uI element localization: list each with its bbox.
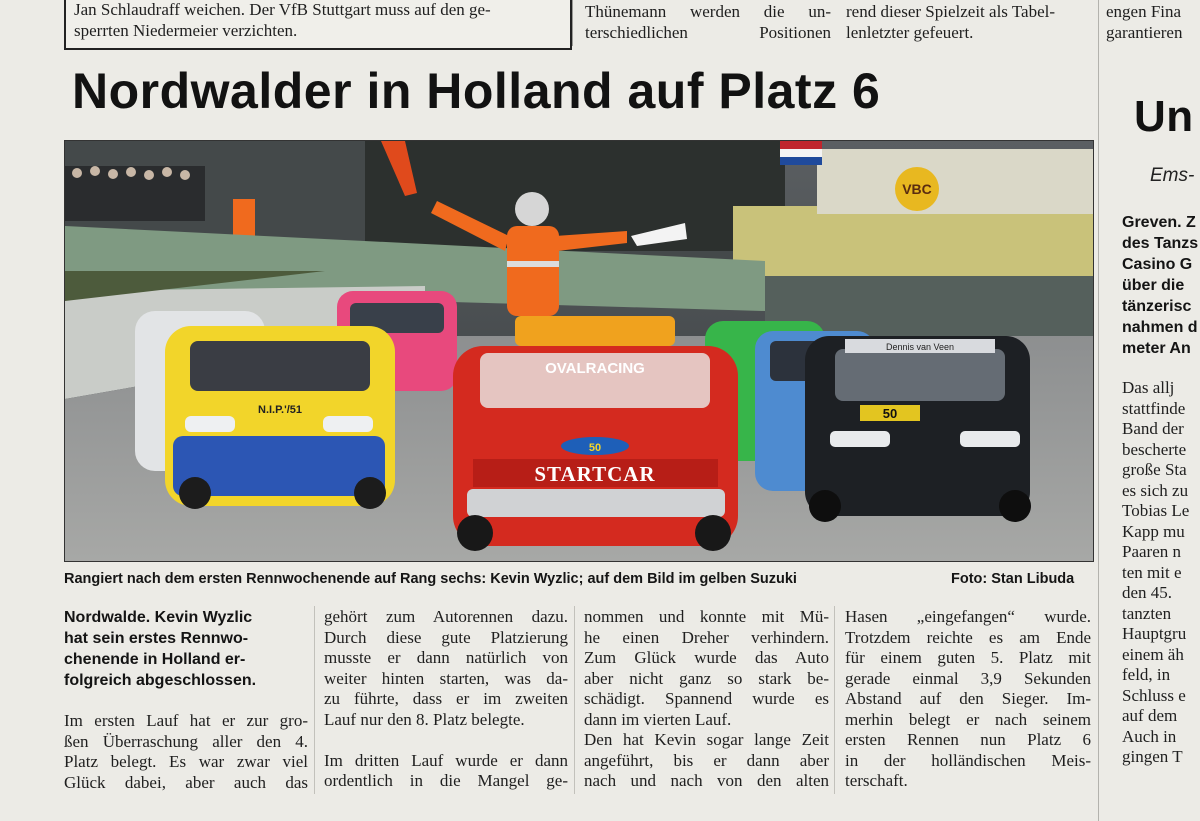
right-lead-line: nahmen d bbox=[1122, 319, 1198, 336]
body-line: ersten Rennen nun Platz 6 bbox=[845, 730, 1091, 749]
column-1-body bbox=[64, 711, 308, 793]
svg-text:50: 50 bbox=[882, 406, 898, 421]
body-line: nommen und konnte mit Mü- bbox=[584, 607, 829, 626]
body-line: Durch diese gute Platzierung bbox=[324, 627, 568, 647]
body-line: he einen Dreher verhindern. bbox=[584, 627, 829, 647]
lead-line: chenende in Holland er- bbox=[64, 651, 246, 668]
lead-line: Nordwalde. Kevin Wyzlic bbox=[64, 609, 253, 626]
body-line: in der holländischen Meis- bbox=[845, 750, 1091, 770]
race-photo-illustration bbox=[65, 141, 1093, 561]
previous-col2-line-1: Thünemann werden die un- bbox=[585, 2, 831, 21]
race-photo bbox=[64, 140, 1094, 562]
body-line: Im ersten Lauf hat er zur gro- bbox=[64, 711, 308, 730]
article-column-2 bbox=[324, 607, 568, 792]
previous-article-box bbox=[64, 0, 572, 50]
right-lead-line: des Tanzs bbox=[1122, 235, 1199, 252]
svg-text:STARTCAR: STARTCAR bbox=[534, 462, 656, 486]
photo-caption: Rangiert nach dem ersten Rennwochenende auf Rang sechs: Kevin Wyzlic; auf dem Bild im gelben Suzuki bbox=[64, 571, 797, 587]
vbc-sign bbox=[895, 167, 939, 211]
body-line: Trotzdem reichte es am Ende bbox=[845, 627, 1091, 647]
body-line: Den hat Kevin sogar lange Zeit bbox=[584, 730, 829, 749]
right-body-line: Tobias Le bbox=[1122, 501, 1190, 520]
body-line: terschaft. bbox=[845, 771, 908, 790]
svg-text:Dennis van Veen: Dennis van Veen bbox=[885, 342, 955, 352]
right-body-line: einem äh bbox=[1122, 644, 1184, 664]
right-body-line: gingen T bbox=[1122, 747, 1183, 766]
body-line: gehört zum Autorennen dazu. bbox=[324, 607, 568, 626]
right-lead-line: meter An bbox=[1122, 340, 1191, 357]
right-lead-line: Casino G bbox=[1122, 256, 1193, 273]
previous-column-3 bbox=[846, 2, 1092, 46]
right-body-line: ten mit e bbox=[1122, 562, 1182, 582]
article-headline: Nordwalder in Holland auf Platz 6 bbox=[72, 63, 881, 119]
svg-text:OVALRACING: OVALRACING bbox=[545, 360, 645, 377]
right-body-line: große Sta bbox=[1122, 460, 1187, 479]
body-line bbox=[324, 730, 568, 751]
article-column-1 bbox=[64, 607, 308, 793]
body-line: angeführt, bis er dann aber bbox=[584, 750, 829, 770]
right-body-line: es sich zu bbox=[1122, 480, 1189, 500]
lead-line: hat sein erstes Rennwo- bbox=[64, 630, 249, 647]
right-lead-line: tänzerisc bbox=[1122, 298, 1192, 315]
previous-box-line-1: Jan Schlaudraff weichen. Der VfB Stuttgart muss auf den ge- bbox=[74, 0, 491, 19]
right-body-line: stattfinde bbox=[1122, 398, 1186, 418]
body-line: zu führte, dass er im zweiten bbox=[324, 689, 568, 708]
right-body-line: bescherte bbox=[1122, 439, 1187, 459]
right-lead-line: über die bbox=[1122, 277, 1185, 294]
column-rule bbox=[572, 0, 573, 46]
body-line: Glück dabei, aber auch das bbox=[64, 772, 308, 792]
right-body-line: Kapp mu bbox=[1122, 521, 1185, 541]
right-article-body bbox=[1122, 378, 1200, 768]
right-body-line: feld, in bbox=[1122, 665, 1171, 684]
body-line: dann im vierten Lauf. bbox=[584, 709, 732, 729]
article-column-3 bbox=[584, 607, 829, 792]
body-line: Zum Glück wurde das Auto bbox=[584, 648, 829, 667]
right-article-lead bbox=[1122, 212, 1200, 359]
previous-column-2 bbox=[585, 2, 831, 46]
previous-col3-line-2: lenletzter gefeuert. bbox=[846, 22, 974, 42]
right-body-line: den 45. bbox=[1122, 583, 1173, 602]
previous-col4-line-2: garantieren bbox=[1106, 22, 1183, 42]
lead-line: folgreich abgeschlossen. bbox=[64, 672, 257, 689]
column-rule bbox=[314, 606, 315, 794]
body-line: für einem guten 5. Platz mit bbox=[845, 648, 1091, 667]
right-body-line: Auch in bbox=[1122, 726, 1177, 746]
body-line: musste er dann natürlich von bbox=[324, 648, 568, 667]
body-line: aber nicht ganz so stark be- bbox=[584, 668, 829, 688]
body-line: weiter hinten starten, was da- bbox=[324, 668, 568, 688]
right-article-subhead: Ems- bbox=[1150, 165, 1195, 186]
previous-box-line-2: sperrten Niedermeier verzichten. bbox=[74, 21, 298, 40]
yellow-suzuki bbox=[165, 326, 395, 509]
dutch-flag bbox=[780, 141, 822, 165]
right-body-line: Schluss e bbox=[1122, 685, 1186, 705]
previous-column-4 bbox=[1106, 2, 1200, 46]
previous-col3-line-1: rend dieser Spielzeit als Tabel- bbox=[846, 2, 1056, 21]
article-column-4 bbox=[845, 607, 1091, 792]
body-line: ßen Überraschung aller den 4. bbox=[64, 731, 308, 751]
body-line: merhin belegt er nach seinem bbox=[845, 709, 1091, 729]
svg-text:50: 50 bbox=[588, 442, 602, 454]
startcar bbox=[453, 316, 738, 551]
right-body-line: auf dem bbox=[1122, 706, 1178, 725]
body-line: schädigt. Spannend wurde es bbox=[584, 689, 829, 708]
body-line: Hasen „eingefangen“ wurde. bbox=[845, 607, 1091, 626]
right-lead-line: Greven. Z bbox=[1122, 214, 1196, 231]
body-line: nach und nach von den alten bbox=[584, 771, 829, 790]
right-article-headline: Un bbox=[1134, 92, 1194, 141]
right-body-line: Das allj bbox=[1122, 378, 1175, 397]
body-line: gerade einmal 3,9 Sekunden bbox=[845, 668, 1091, 688]
column-rule bbox=[574, 606, 575, 794]
photo-credit: Foto: Stan Libuda bbox=[951, 571, 1075, 587]
svg-text:VBC: VBC bbox=[902, 181, 932, 197]
article-lead bbox=[64, 607, 308, 691]
previous-col4-line-1: engen Fina bbox=[1106, 2, 1182, 21]
black-peugeot bbox=[805, 336, 1031, 522]
right-body-line: Band der bbox=[1122, 419, 1184, 438]
column-rule bbox=[1098, 0, 1099, 821]
previous-col2-line-2: terschiedlichen Positionen bbox=[585, 22, 831, 42]
right-body-line: Paaren n bbox=[1122, 542, 1182, 561]
body-line: Lauf nur den 8. Platz belegte. bbox=[324, 709, 525, 729]
body-line: ordentlich in die Mangel ge- bbox=[324, 771, 568, 790]
right-body-line: tanzten bbox=[1122, 603, 1172, 623]
column-rule bbox=[834, 606, 835, 794]
right-body-line: Hauptgru bbox=[1122, 624, 1187, 643]
svg-text:N.I.P.'/51: N.I.P.'/51 bbox=[258, 404, 302, 416]
body-line: Platz belegt. Es war zwar viel bbox=[64, 752, 308, 771]
body-line: Im dritten Lauf wurde er dann bbox=[324, 750, 568, 770]
body-line: Abstand auf den Sieger. Im- bbox=[845, 689, 1091, 708]
